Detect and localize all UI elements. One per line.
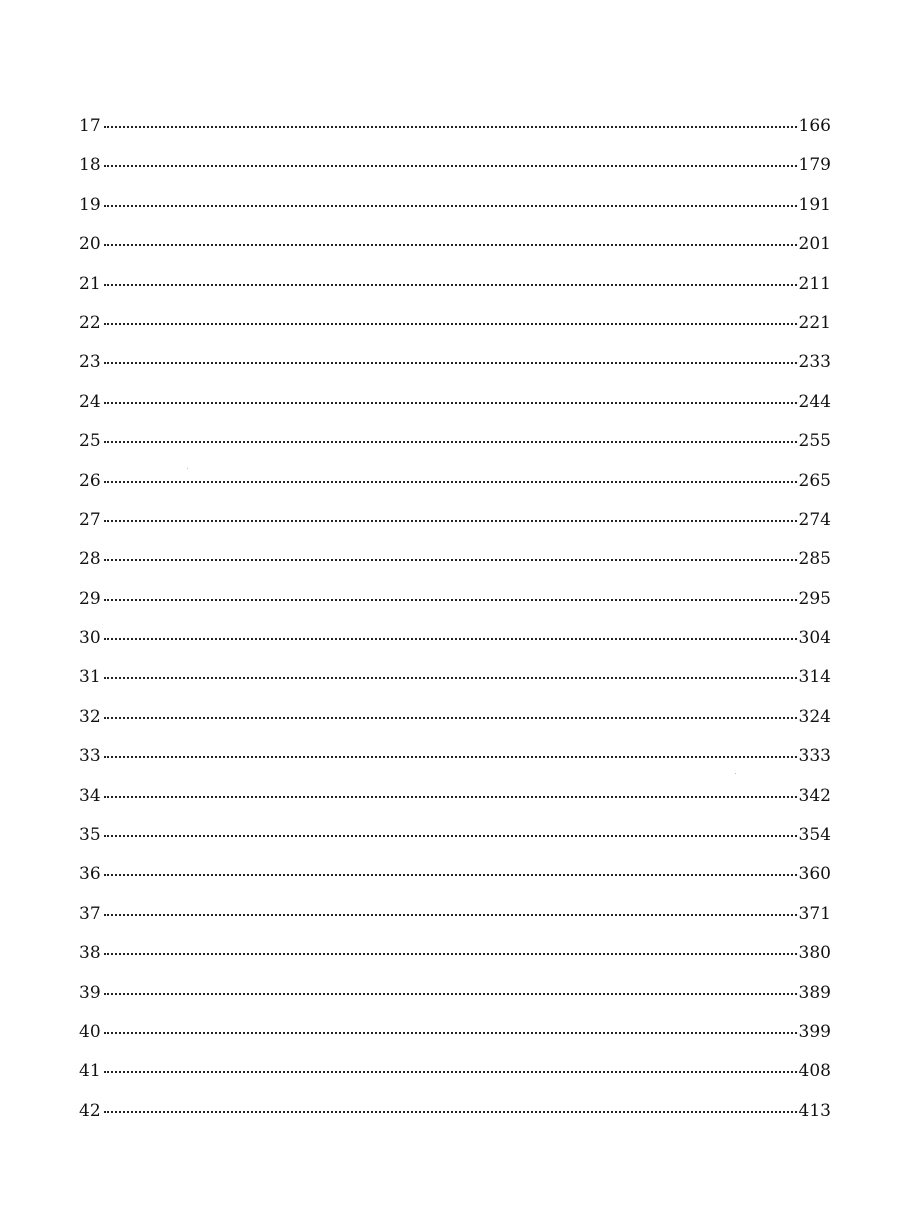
toc-entry bbox=[79, 195, 831, 234]
chapter-number: 18 bbox=[79, 155, 101, 176]
dot-leader bbox=[104, 481, 797, 483]
chapter-number: 30 bbox=[79, 628, 101, 649]
page-number: 360 bbox=[798, 864, 831, 885]
page-number: 314 bbox=[798, 667, 831, 688]
toc-entry bbox=[79, 510, 831, 549]
dot-leader bbox=[104, 244, 797, 246]
chapter-number: 42 bbox=[79, 1100, 101, 1121]
page-number: 233 bbox=[798, 352, 831, 373]
chapter-number: 24 bbox=[79, 391, 101, 412]
dot-leader bbox=[104, 1032, 797, 1034]
page-number: 389 bbox=[798, 982, 831, 1003]
toc-entry bbox=[79, 471, 831, 510]
page-number: 255 bbox=[798, 431, 831, 452]
page-number: 221 bbox=[798, 312, 831, 333]
dot-leader bbox=[104, 717, 797, 719]
toc-entry bbox=[79, 116, 831, 155]
chapter-number: 26 bbox=[79, 470, 101, 491]
chapter-number: 17 bbox=[79, 116, 101, 136]
dot-leader bbox=[104, 362, 797, 364]
toc-entry bbox=[79, 667, 831, 706]
dot-leader bbox=[104, 1071, 797, 1073]
chapter-number: 29 bbox=[79, 588, 101, 609]
chapter-number: 28 bbox=[79, 549, 101, 570]
page-number: 324 bbox=[798, 706, 831, 727]
chapter-number: 25 bbox=[79, 431, 101, 452]
dot-leader bbox=[104, 402, 797, 404]
chapter-number: 33 bbox=[79, 746, 101, 767]
chapter-number: 40 bbox=[79, 1021, 101, 1042]
chapter-number: 20 bbox=[79, 234, 101, 255]
chapter-number: 34 bbox=[79, 785, 101, 806]
page-number: 399 bbox=[798, 1021, 831, 1042]
chapter-number: 41 bbox=[79, 1061, 101, 1082]
page-number: 274 bbox=[798, 509, 831, 530]
toc-entry bbox=[79, 904, 831, 943]
dot-leader bbox=[104, 677, 797, 679]
page-number: 413 bbox=[798, 1100, 831, 1121]
dot-leader bbox=[104, 520, 797, 522]
toc-entry bbox=[79, 1022, 831, 1061]
toc-entry bbox=[79, 983, 831, 1022]
dot-leader bbox=[104, 126, 797, 128]
scan-speck bbox=[187, 468, 188, 469]
chapter-number: 35 bbox=[79, 825, 101, 846]
page-number: 342 bbox=[798, 785, 831, 806]
page-number: 354 bbox=[798, 825, 831, 846]
chapter-number: 36 bbox=[79, 864, 101, 885]
scan-speck bbox=[735, 773, 736, 774]
toc-entry bbox=[79, 274, 831, 313]
dot-leader bbox=[104, 953, 797, 955]
toc-entry bbox=[79, 628, 831, 667]
toc-entry bbox=[79, 786, 831, 825]
chapter-number: 23 bbox=[79, 352, 101, 373]
toc-entry bbox=[79, 1061, 831, 1100]
page-number: 380 bbox=[798, 943, 831, 964]
toc-entry bbox=[79, 549, 831, 588]
toc-entry bbox=[79, 707, 831, 746]
toc-entry bbox=[79, 864, 831, 903]
chapter-number: 31 bbox=[79, 667, 101, 688]
page-number: 201 bbox=[798, 234, 831, 255]
toc-entry bbox=[79, 589, 831, 628]
dot-leader bbox=[104, 756, 797, 758]
table-of-contents bbox=[79, 116, 831, 1140]
toc-entry bbox=[79, 313, 831, 352]
page-number: 408 bbox=[798, 1061, 831, 1082]
page-number: 191 bbox=[798, 194, 831, 215]
dot-leader bbox=[104, 835, 797, 837]
chapter-number: 27 bbox=[79, 509, 101, 530]
dot-leader bbox=[104, 914, 797, 916]
page-number: 265 bbox=[798, 470, 831, 491]
page-number: 285 bbox=[798, 549, 831, 570]
dot-leader bbox=[104, 284, 797, 286]
dot-leader bbox=[104, 638, 797, 640]
toc-entry bbox=[79, 431, 831, 470]
toc-entry bbox=[79, 943, 831, 982]
chapter-number: 21 bbox=[79, 273, 101, 294]
page-number: 166 bbox=[798, 116, 831, 136]
page-number: 304 bbox=[798, 628, 831, 649]
page-number: 179 bbox=[798, 155, 831, 176]
page-number: 333 bbox=[798, 746, 831, 767]
page-number: 295 bbox=[798, 588, 831, 609]
toc-entry bbox=[79, 352, 831, 391]
dot-leader bbox=[104, 874, 797, 876]
page-number: 371 bbox=[798, 903, 831, 924]
dot-leader bbox=[104, 1111, 797, 1113]
toc-entry bbox=[79, 392, 831, 431]
dot-leader bbox=[104, 796, 797, 798]
toc-entry bbox=[79, 1101, 831, 1140]
dot-leader bbox=[104, 559, 797, 561]
page-number: 211 bbox=[798, 273, 831, 294]
chapter-number: 22 bbox=[79, 312, 101, 333]
toc-entry bbox=[79, 155, 831, 194]
dot-leader bbox=[104, 441, 797, 443]
chapter-number: 37 bbox=[79, 903, 101, 924]
toc-entry bbox=[79, 825, 831, 864]
dot-leader bbox=[104, 165, 797, 167]
dot-leader bbox=[104, 599, 797, 601]
page-number: 244 bbox=[798, 391, 831, 412]
chapter-number: 38 bbox=[79, 943, 101, 964]
chapter-number: 39 bbox=[79, 982, 101, 1003]
dot-leader bbox=[104, 205, 797, 207]
chapter-number: 19 bbox=[79, 194, 101, 215]
toc-entry bbox=[79, 234, 831, 273]
dot-leader bbox=[104, 993, 797, 995]
chapter-number: 32 bbox=[79, 706, 101, 727]
dot-leader bbox=[104, 323, 797, 325]
toc-entry bbox=[79, 746, 831, 785]
